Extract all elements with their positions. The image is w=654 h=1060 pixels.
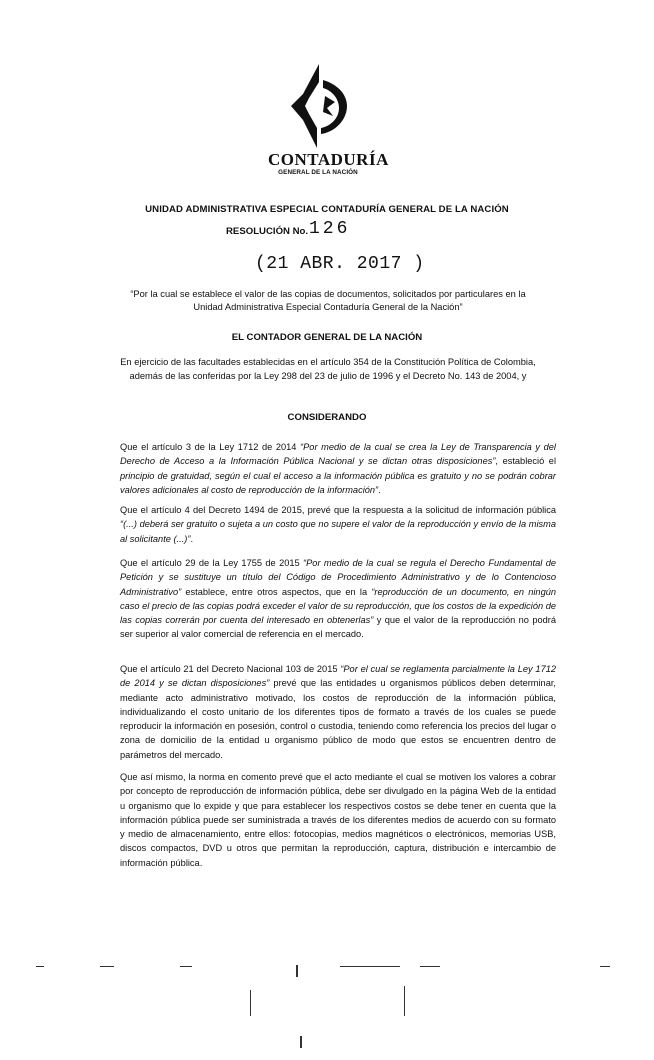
paragraph-norma-comento: Que así mismo, la norma en comento prevé que el acto mediante el cual se motiven los valores a cobrar por concepto de reproducción de información pública, debe ser divulgado en la página Web de la entidad u organismo que lo expide y que para establecer los respectivos costos se debe tener en cuenta que la información pública puede ser suministrada a través de los diferentes medios de acuerdo con su formato y medio de almacenamiento, entre ellos: fotocopias, medios magnéticos o electrónicos, memorias USB, discos compactos, DVD u otros que permitan la reproducción, captura, distribución e intercambio de información pública. [120,772,556,868]
italic-span: “reproducción de un documento, en ningún caso el precio de las copias podrá exceder el valor de su reproducción, que los costos de la expedición de las copias correrán por cuenta del interesado en obtenerlas” [120,586,557,626]
faculties-paragraph: En ejercicio de las facultades establecidas en el artículo 354 de la Constitución Política de Colombia, además de las conferidas por la Ley 298 del 23 de julio de 1996 y el Decreto No. 143 de 2004, y [120,357,536,381]
scan-mark [180,966,192,967]
resolution-label: RESOLUCIÓN No. [226,226,309,237]
scan-mark [300,1036,302,1048]
organization-heading: UNIDAD ADMINISTRATIVA ESPECIAL CONTADURÍA GENERAL DE LA NACIÓN [145,204,509,215]
text-span: . [190,533,194,544]
italic-span: “(...) deberá ser gratuito o sujeta a un costo que no supere el valor de la reproducción y envío de la misma al solicitante (...)” [120,519,556,544]
contaduria-emblem-icon [283,62,353,150]
paragraph-decreto-1494 [120,503,556,546]
paragraph-decreto-103 [120,662,556,762]
resolution-date: (21 ABR. 2017 ) [255,254,425,274]
resolution-title: “Por la cual se establece el valor de las copias de documentos, solicitados por particulares en la Unidad Administrativa Especial Contaduría General de la Nación” [130,289,526,312]
scan-mark [420,966,440,967]
scan-mark [404,986,405,1016]
resolution-number: 126 [309,219,351,239]
paragraph-ley-1712 [120,440,556,497]
text-span: Que el artículo 29 de la Ley 1755 de 2015 [120,558,304,568]
italic-span: “Por medio de la cual se regula el Derecho Fundamental de Petición y se sustituye un título del Código de Procedimiento Administrativo y de lo Contencioso Administrativo” [120,558,556,597]
paragraph-ley-1755 [120,556,556,642]
text-span: Que el artículo 21 del Decreto Nacional 103 de 2015 [120,664,341,674]
logo-subtitle: GENERAL DE LA NACIÓN [278,169,358,176]
scan-mark [100,966,114,967]
authority-heading: EL CONTADOR GENERAL DE LA NACIÓN [231,332,423,343]
italic-span: principio de gratuidad, según el cual el acceso a la información pública es gratuito y no se podrán cobrar valores adicionales al costo de reproducción de la información” [120,470,556,495]
text-span: Que el artículo 3 de la Ley 1712 de 2014 [120,442,301,452]
text-span: . [378,484,381,495]
considerando-heading: CONSIDERANDO [287,412,367,423]
scan-mark [296,965,298,977]
scan-mark [250,990,251,1016]
text-span: y que el valor de la reproducción no podrá ser superior al valor comercial de referencia en el mercado. [120,615,556,640]
text-span: , estableció el [495,456,556,467]
italic-span: “Por el cual se reglamenta parcialmente la Ley 1712 de 2014 y se dictan disposiciones” [120,664,556,689]
logo-name: CONTADURÍA [268,150,389,169]
italic-span: “Por medio de la cual se crea la Ley de Transparencia y del Derecho de Acceso a la Información Pública Nacional y se dictan otras disposiciones” [120,442,556,467]
scan-mark [340,966,400,967]
scan-mark [36,966,44,967]
text-span: establece, entre otros aspectos, que en la [181,586,372,597]
scan-mark [600,966,610,967]
contaduria-logo [268,62,389,176]
text-span: prevé que las entidades u organismos públicos deben determinar, mediante acto administrativo motivado, los costos de reproducción de la información pública, individualizando el costo unitario de los diferentes tipos de formato a través de los cuales se puede reproducir la información en posesión, control o custodia, teniendo como referencia los precios del lugar o zona de domicilio de la entidad u organismo público de modo que estos se encuentren dentro de parámetros del mercado. [120,678,556,760]
text-span: Que el artículo 4 del Decreto 1494 de 2015, prevé que la respuesta a la solicitud de información pública [120,505,556,515]
